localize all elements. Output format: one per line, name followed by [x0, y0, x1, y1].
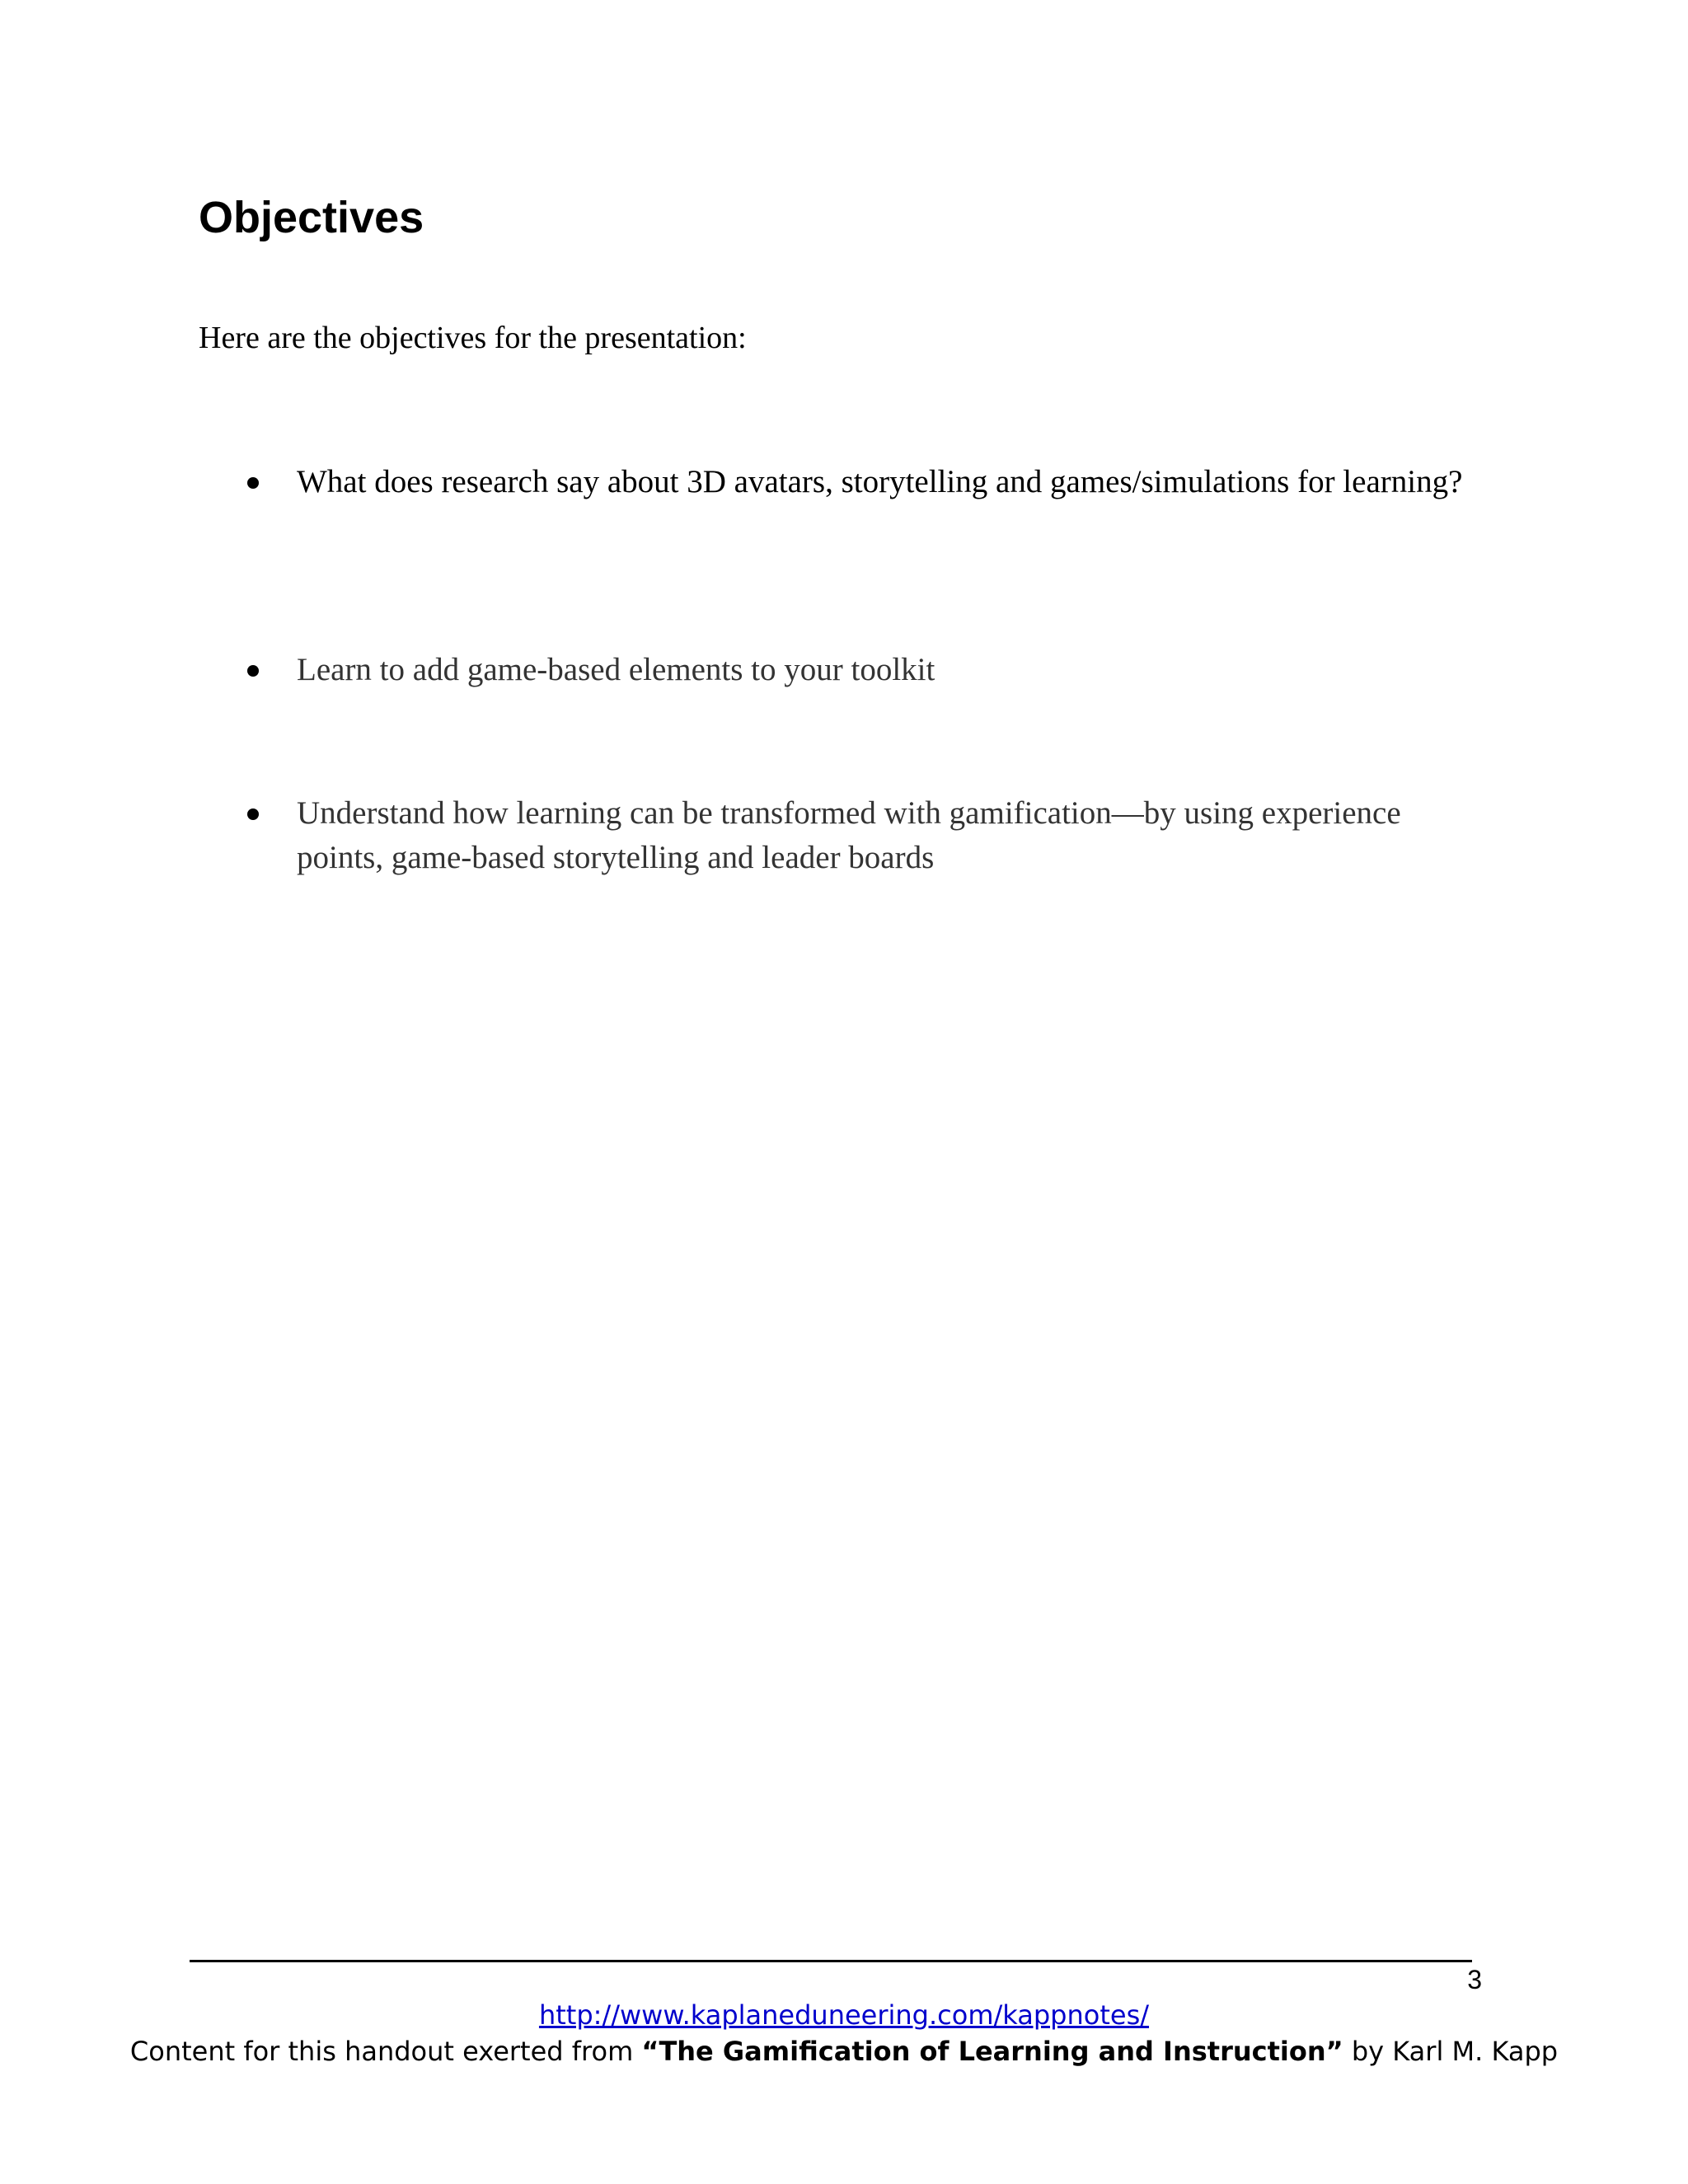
bullet-icon	[247, 477, 259, 489]
bullet-icon	[247, 808, 259, 820]
page-number: 3	[1467, 1965, 1482, 1994]
intro-paragraph: Here are the objectives for the presentation:	[199, 321, 747, 355]
footer-divider	[190, 1960, 1472, 1962]
bullet-icon	[247, 665, 259, 677]
credit-suffix: by Karl M. Kapp	[1343, 2036, 1559, 2067]
footer-credit	[0, 2036, 1688, 2067]
credit-prefix: Content for this handout exerted from	[129, 2036, 642, 2067]
objective-text: What does research say about 3D avatars, storytelling and games/simulations for learning?	[297, 464, 1463, 499]
objective-text: Learn to add game-based elements to your toolkit	[297, 652, 935, 687]
objective-text: Understand how learning can be transformed with gamification—by using experience points, game-based storytelling and leader boards	[297, 795, 1401, 875]
book-title: “The Gamification of Learning and Instruction”	[641, 2036, 1343, 2067]
page-title: Objectives	[199, 193, 424, 242]
footer-link[interactable]: http://www.kaplaneduneering.com/kappnotes/	[538, 1999, 1150, 2031]
